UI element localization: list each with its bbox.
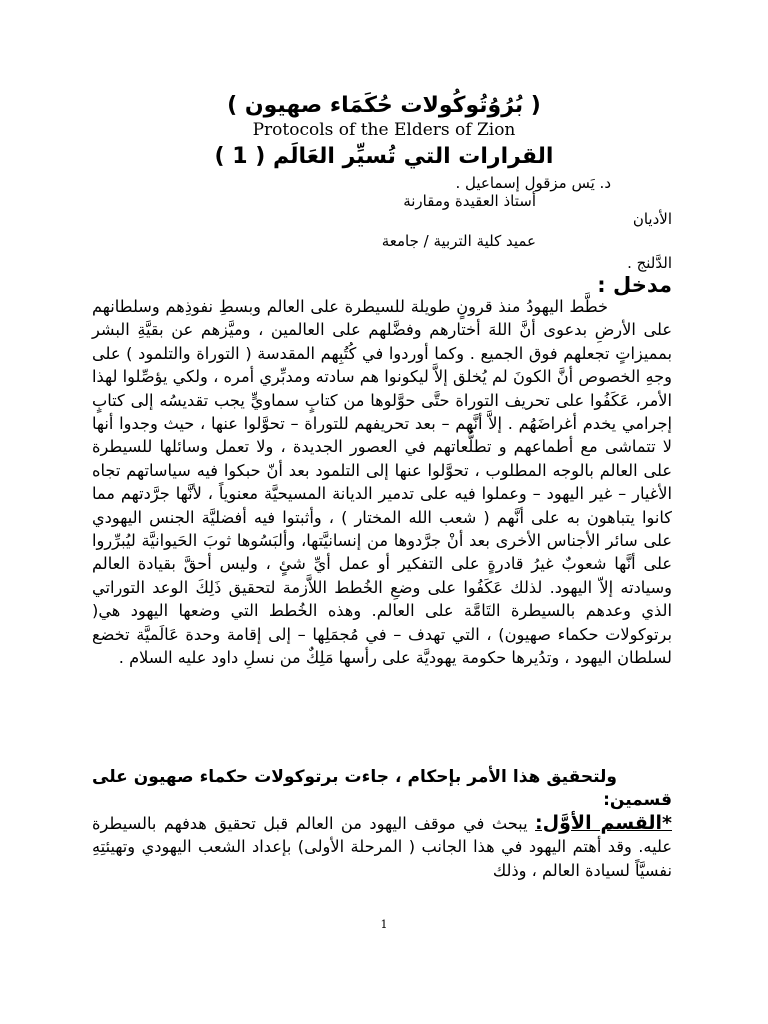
document-title: ( بُرُوُتُوكُولات حُكَمَاء صهيون )	[227, 93, 541, 118]
intro-label: مدخل :	[597, 273, 672, 297]
bold-paragraph-container	[92, 766, 672, 812]
section1-text: يبحث في موقف اليهود من العالم قبل تحقيق هدفهم بالسيطرة عليه. وقد أهتم اليهود في هذا الجانب ( المرحلة الأولى) بإعداد الشعب اليهودي وتهيئتِهِ نفسيَّاً لسيادة العالم ، وذلك	[92, 814, 672, 880]
author-name: د. يَس مزقول إسماعيل .	[455, 174, 611, 192]
document-subtitle: Protocols of the Elders of Zion	[252, 120, 516, 140]
intro-paragraph-container	[92, 295, 672, 670]
section1-container	[92, 812, 672, 882]
bold-paragraph: ولتحقيق هذا الأمر بإحكام ، جاءت برتوكولات حكماء صهيون على قسمين:	[92, 767, 672, 810]
author-position: عميد كلية التربية / جامعة	[381, 232, 536, 250]
author-title-cont: الأديان	[632, 210, 672, 228]
section1-label: *القسم الأوَّل:	[535, 812, 672, 834]
page-number: 1	[380, 918, 388, 931]
intro-paragraph: خطَّط اليهودُ منذ قرونٍ طويلة للسيطرة على العالم وبسطِ نفوذِهم وسلطانهم على الأرضِ بدعوى أنَّ اللهَ أختارهم وفضَّلهم على العالمين ، وميَّزهم عن بقيَّةِ البشر بمميزاتٍ تجعلهم فوق الجميع . وكما أوردوا في كُتُبِهم المقدسة ( التوراة والتلمود ) على وجهِ الخصوص أنَّ الكونَ لم يُخلق إلاَّ ليكونوا هم سادته ومدبِّري أمره ، ولكي يؤصِّلوا لهذا الأمر، عَكَفُوا على تحريف التوراة حتَّى حوَّلوها من كتابٍ سماويٍّ يجب تقديسُه إلى كتابٍ إجرامي يخدم أغراضَهُم . إلاَّ أنَّهم – بعد تحريفهم للتوراة – تحوَّلوا عنها ، حيث وجدوا أنها لا تتماشى مع أطماعهم و تطلُّعاتهم في العصور الجديدة ، ولا تعمل وسائلها للسيطرة على العالم بالوجه المطلوب ، تحوَّلوا عنها إلى التلمود بعد أنّ حبكوا فيه سياساتهم تجاه الأغيار – غير اليهود – وعملوا فيه على تدمير الديانة المسيحيَّة معنوياً ، لأنَّها جرَّدتهم مما كانوا يتباهون به على أنَّهم ( شعب الله المختار ) ، وأثبتوا فيه أفضليَّة الجنس اليهودي على سائر الأجناس الأخرى بعد أنْ جرَّدوها من إنسانيَّتها، وألبَسُوها ثوبَ الحَيوانيَّة ليُبرِّروا على أنَّها شعوبٌ غيرُ قادرةٍ على التفكير أو عمل أيِّ شئٍ ، وليس أحقَّ بقيادة العالم وسيادته إلاّ اليهود. لذلك عَكَفُوا على وضعِ الخُطط اللاَّزمة لتحقيق ذَلِكَ الوعد التوراتي الذي وعدهم بالسيطرة التَامَّة على العالم. وهذه الخُطط التي وضعها اليهود هي( برتوكولات حكماء صهيون) ، التي تهدف – في مُجمَلِها – إلى إقامة وحدة عَالَميَّة تخضع لسلطان اليهود ، وتدُيرها حكومة يهوديَّة على رأسها مَلِكٌ من نسلِ داود عليه السلام .	[92, 297, 672, 668]
author-university: الدَّلنج .	[627, 254, 672, 272]
author-title: أستاذ العقيدة ومقارنة	[403, 192, 536, 210]
section-heading: القرارات التي تُسيِّر العَالَم ( 1 )	[214, 144, 554, 169]
